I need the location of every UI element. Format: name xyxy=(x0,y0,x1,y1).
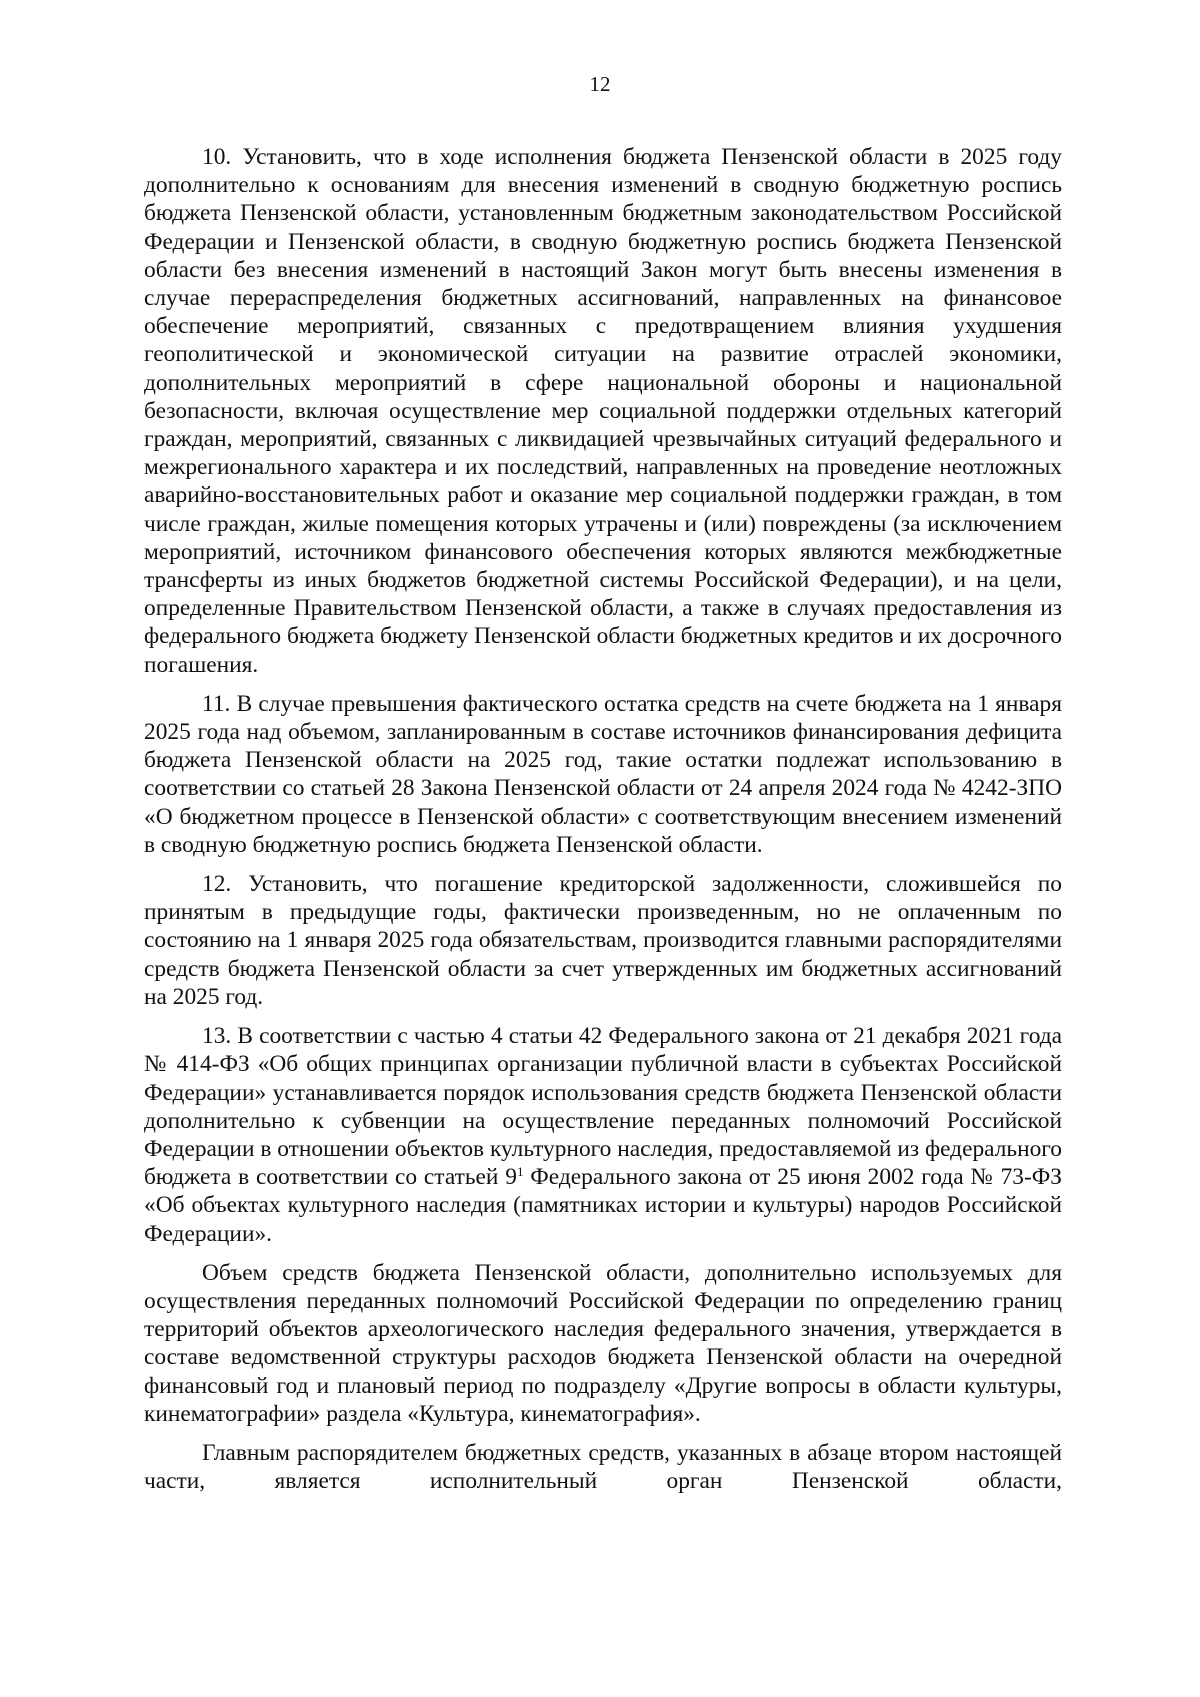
document-body xyxy=(144,143,1062,1495)
paragraph-13 xyxy=(144,1022,1062,1248)
paragraph-13-text-part-2: Федерального закона от 25 июня 2002 года № 73-ФЗ «Об объектах культурного наследия (памятниках истории и культуры) народов Российской Федерации». xyxy=(144,1164,1062,1247)
article-superscript: 1 xyxy=(516,1164,524,1180)
paragraph-10: 10. Установить, что в ходе исполнения бюджета Пензенской области в 2025 году дополнительно к основаниям для внесения изменений в сводную бюджетную роспись бюджета Пензенской области, установленным бюджетным законодательством Российской Федерации и Пензенской области, в сводную бюджетную роспись бюджета Пензенской области без внесения изменений в настоящий Закон могут быть внесены изменения в случае перераспределения бюджетных ассигнований, направленных на финансовое обеспечение мероприятий, связанных с предотвращением влияния ухудшения геополитической и экономической ситуации на развитие отраслей экономики, дополнительных мероприятий в сфере национальной обороны и национальной безопасности, включая осуществление мер социальной поддержки отдельных категорий граждан, мероприятий, связанных с ликвидацией чрезвычайных ситуаций федерального и межрегионального характера и их последствий, направленных на проведение неотложных аварийно-восстановительных работ и оказание мер социальной поддержки граждан, в том числе граждан, жилые помещения которых утрачены и (или) повреждены (за исключением мероприятий, источником финансового обеспечения которых являются межбюджетные трансферты из иных бюджетов бюджетной системы Российской Федерации), и на цели, определенные Правительством Пензенской области, а также в случаях предоставления из федерального бюджета бюджету Пензенской области бюджетных кредитов и их досрочного погашения. xyxy=(144,144,1062,678)
paragraph-13-second-abzac: Объем средств бюджета Пензенской области, дополнительно используемых для осуществления переданных полномочий Российской Федерации по определению границ территорий объектов археологического наследия федерального значения, утверждается в составе ведомственной структуры расходов бюджета Пензенской области на очередной финансовый год и плановый период по подразделу «Другие вопросы в области культуры, кинематографии» раздела «Культура, кинематография». xyxy=(144,1259,1062,1427)
paragraph-12: 12. Установить, что погашение кредиторской задолженности, сложившейся по принятым в предыдущие годы, фактически произведенным, но не оплаченным по состоянию на 1 января 2025 года обязательствам, производится главными распорядителями средств бюджета Пензенской области за счет утвержденных им бюджетных ассигнований на 2025 год. xyxy=(144,871,1062,1010)
paragraph-13-text-part-1: 13. В соответствии с частью 4 статьи 42 Федерального закона от 21 декабря 2021 года № 414-ФЗ «Об общих принципах организации публичной власти в субъектах Российской Федерации» устанавливается порядок использования средств бюджета Пензенской области дополнительно к субвенции на осуществление переданных полномочий Российской Федерации в отношении объектов культурного наследия, предоставляемой из федерального бюджета в соответствии со статьей 9 xyxy=(144,1023,1062,1191)
paragraph-11: 11. В случае превышения фактического остатка средств на счете бюджета на 1 января 2025 года над объемом, запланированным в составе источников финансирования дефицита бюджета Пензенской области на 2025 год, такие остатки подлежат использованию в соответствии со статьей 28 Закона Пензенской области от 24 апреля 2024 года № 4242-ЗПО «О бюджетном процессе в Пензенской области» с соответствующим внесением изменений в сводную бюджетную роспись бюджета Пензенской области. xyxy=(144,690,1062,858)
page-number: 12 xyxy=(589,72,611,96)
paragraph-13-third-abzac: Главным распорядителем бюджетных средств, указанных в абзаце втором настоящей части, является исполнительный орган Пензенской области, xyxy=(144,1439,1062,1495)
